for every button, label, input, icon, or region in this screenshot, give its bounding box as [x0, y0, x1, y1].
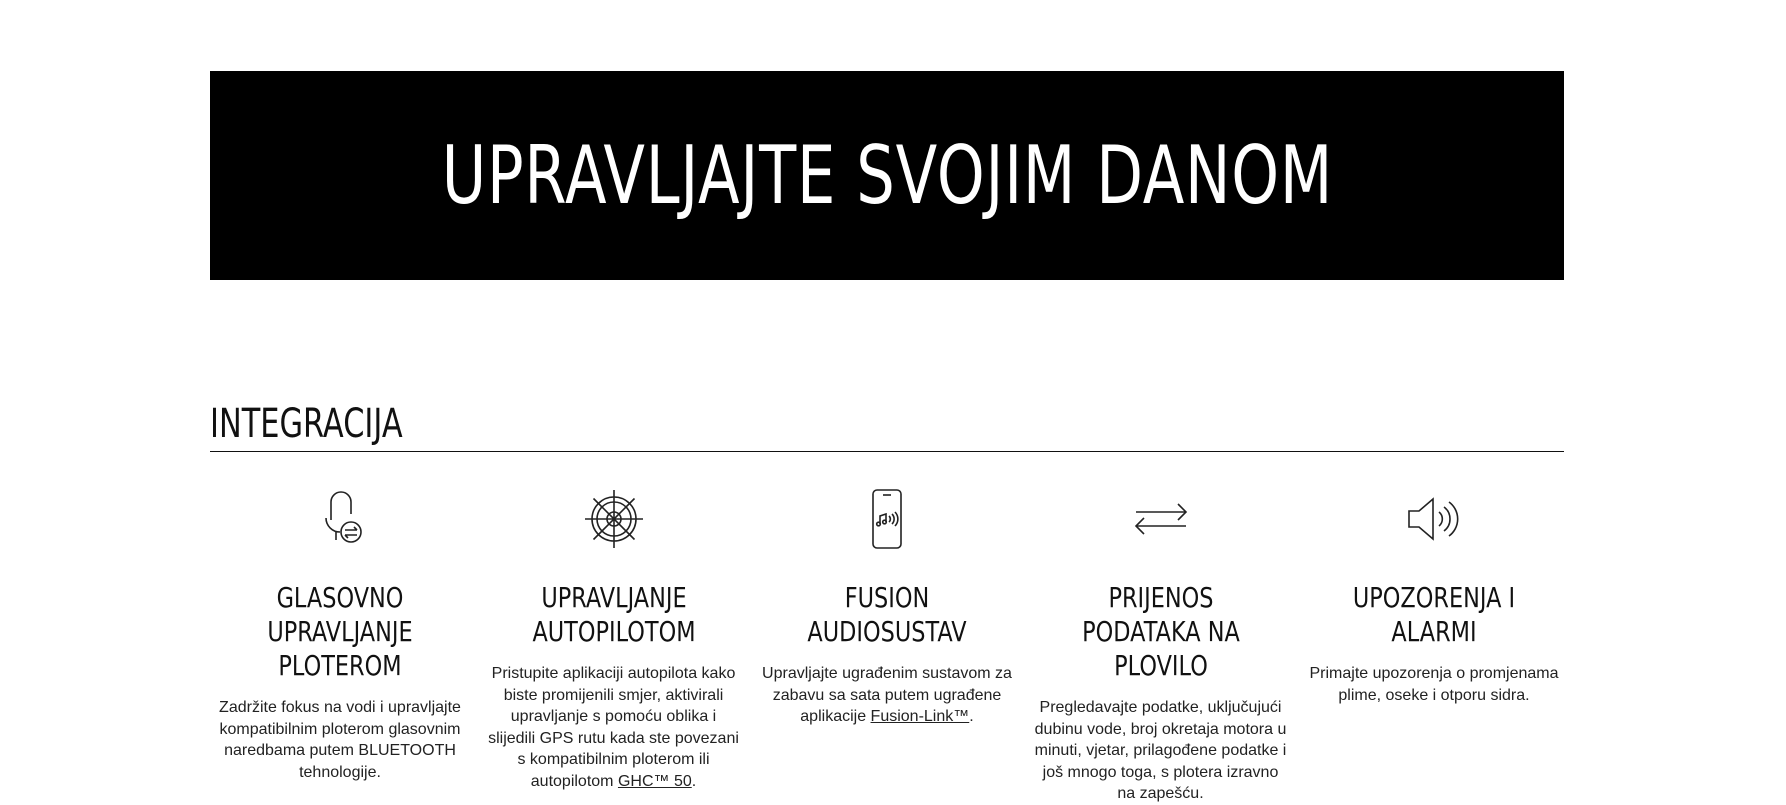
feature-title: GLASOVNO UPRAVLJANJE PLOTEROM	[267, 581, 413, 682]
feature-autopilot	[484, 484, 744, 805]
feature-description: Zadržite fokus na vodi i upravljajte kompatibilnim ploterom glasovnim naredbama putem BLUETOOTH tehnologije.	[219, 699, 461, 781]
helm-wheel-icon	[579, 484, 649, 554]
phone-music-icon	[852, 484, 922, 554]
feature-description: Pregledavajte podatke, uključujući dubinu vode, broj okretaja motora u minuti, vjetar, prilagođene podatke i još mnogo toga, s plotera izravno na zapešću.	[1034, 699, 1287, 802]
section-divider	[210, 451, 1564, 452]
section-header	[210, 398, 1564, 450]
feature-description: Upravljajte ugrađenim sustavom za zabavu sa sata putem ugrađene aplikacije Fusion-Link™.	[762, 665, 1012, 725]
feature-title: PRIJENOS PODATAKA NA PLOVILO	[1081, 581, 1240, 682]
feature-voice-control	[210, 484, 470, 805]
feature-title: UPRAVLJANJE AUTOPILOTOM	[531, 581, 696, 648]
feature-title: FUSION AUDIOSUSTAV	[807, 581, 967, 648]
speaker-alert-icon	[1399, 484, 1469, 554]
section-title: INTEGRACIJA	[210, 401, 403, 447]
fusion-link-link[interactable]: Fusion-Link™	[870, 708, 970, 725]
voice-control-icon	[305, 484, 375, 554]
hero-title: UPRAVLJAJTE SVOJIM DANOM	[441, 129, 1333, 222]
feature-data-transfer	[1031, 484, 1291, 805]
features-row	[210, 484, 1564, 805]
feature-title: UPOZORENJA I ALARMI	[1352, 581, 1516, 648]
data-transfer-arrows-icon	[1126, 484, 1196, 554]
feature-alerts	[1304, 484, 1564, 805]
feature-description: Pristupite aplikaciji autopilota kako biste promijenili smjer, aktivirali upravljanje s pomoću oblika i slijedili GPS rutu kada ste povezani s kompatibilnim ploterom ili autopilotom GHC™ 50.	[488, 665, 739, 790]
feature-description: Primajte upozorenja o promjenama plime, oseke i otporu sidra.	[1309, 665, 1559, 704]
feature-fusion-audio	[757, 484, 1017, 805]
ghc50-link[interactable]: GHC™ 50	[617, 772, 692, 790]
hero-banner	[210, 71, 1564, 280]
